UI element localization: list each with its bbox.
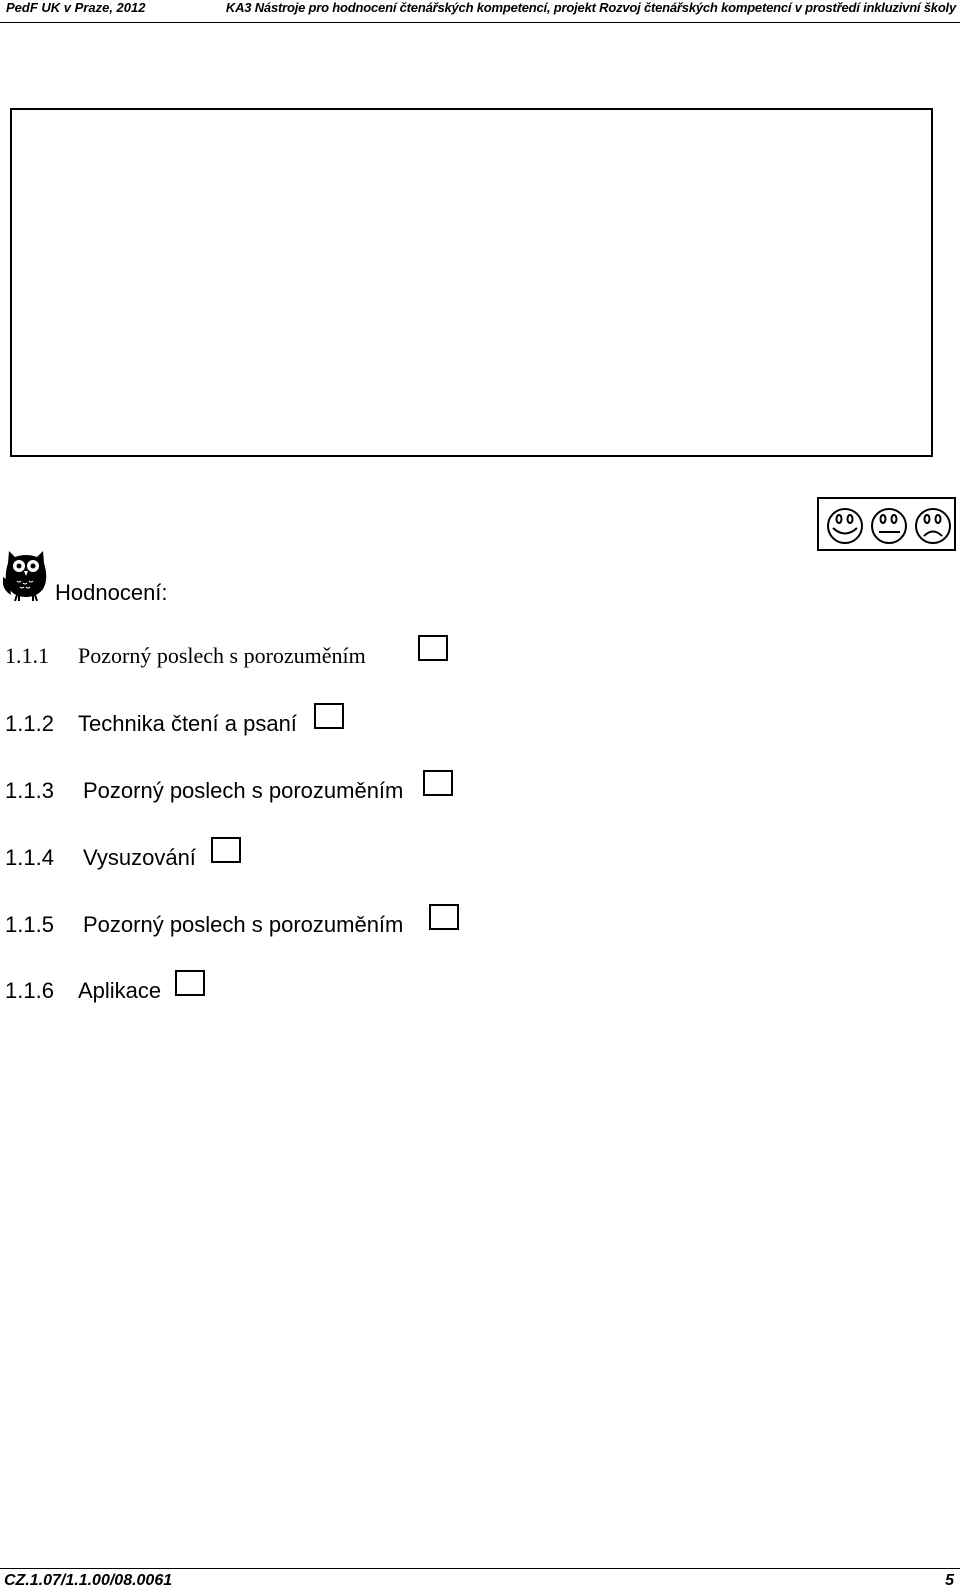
item-checkbox[interactable]: [211, 837, 241, 863]
item-number: 1.1.5: [5, 912, 54, 937]
item-text: Pozorný poslech s porozuměním: [78, 643, 366, 668]
item-text: Technika čtení a psaní: [78, 711, 297, 736]
owl-icon: [3, 549, 49, 606]
item-text: Pozorný poslech s porozuměním: [83, 778, 404, 803]
drawing-area[interactable]: [10, 108, 933, 457]
item-checkbox[interactable]: [423, 770, 453, 796]
item-number: 1.1.6: [5, 978, 54, 1003]
header-institution: PedF UK v Praze, 2012: [6, 0, 146, 15]
item-text: Aplikace: [78, 978, 162, 1003]
page-number: 5: [945, 1572, 954, 1589]
item-checkbox[interactable]: [429, 904, 459, 930]
item-number: 1.1.4: [5, 845, 54, 870]
happy-face-icon[interactable]: [828, 509, 862, 543]
rating-scale: [817, 497, 956, 551]
footer-project-code: CZ.1.07/1.1.00/08.0061: [4, 1572, 173, 1589]
page-header: [0, 0, 960, 23]
item-checkbox[interactable]: [418, 635, 448, 661]
item-text: Vysuzování: [83, 845, 196, 870]
item-number: 1.1.2: [5, 711, 54, 736]
item-number: 1.1.3: [5, 778, 54, 803]
neutral-face-icon[interactable]: [872, 509, 906, 543]
header-project-title: KA3 Nástroje pro hodnocení čtenářských kompetencí, projekt Rozvoj čtenářských kompetencí v prostředí inkluzivní školy: [225, 0, 956, 15]
item-number: 1.1.1: [5, 643, 49, 668]
sad-face-icon[interactable]: [916, 509, 950, 543]
page-footer: [0, 1568, 960, 1594]
evaluation-label: Hodnocení:: [55, 580, 168, 605]
item-checkbox[interactable]: [314, 703, 344, 729]
item-text: Pozorný poslech s porozuměním: [83, 912, 404, 937]
item-checkbox[interactable]: [175, 970, 205, 996]
